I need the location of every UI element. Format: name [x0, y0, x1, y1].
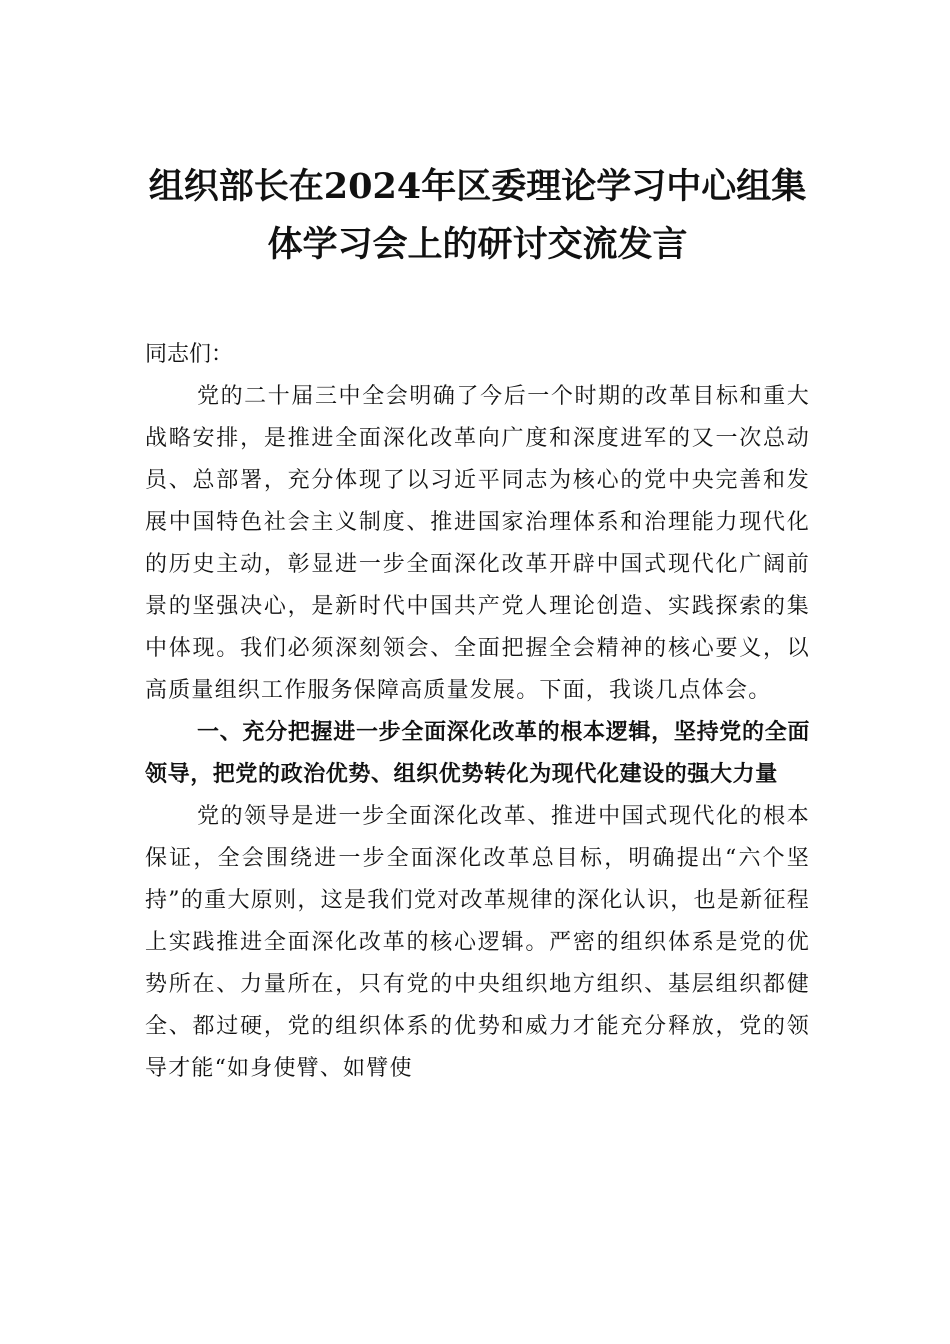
paragraph-section-1: 党的领导是进一步全面深化改革、推进中国式现代化的根本保证，全会围绕进一步全面深化改革总目标，明确提出“六个坚持”的重大原则，这是我们党对改革规律的深化认识，也是新征程上实践推进全面深化改革的核心逻辑。严密的组织体系是党的优势所在、力量所在，只有党的中央组织地方组织、基层组织都健全、都过硬，党的组织体系的优势和威力才能充分释放，党的领导才能“如身使臂、如臂使: [145, 804, 810, 1081]
paragraph-intro: 党的二十届三中全会明确了今后一个时期的改革目标和重大战略安排，是推进全面深化改革向广度和深度进军的又一次总动员、总部署，充分体现了以习近平同志为核心的党中央完善和发展中国特色社会主义制度、推进国家治理体系和治理能力现代化的历史主动，彰显进一步全面深化改革开辟中国式现代化广阔前景的坚强决心，是新时代中国共产党人理论创造、实践探索的集中体现。我们必须深刻领会、全面把握全会精神的核心要义，以高质量组织工作服务保障高质量发展。下面，我谈几点体会。: [145, 384, 810, 703]
document-body: [145, 334, 810, 1090]
document-title: [145, 158, 810, 274]
salutation: 同志们：: [145, 342, 234, 367]
title-line-1: 组织部长在2024年区委理论学习中心组集: [148, 166, 807, 207]
title-line-2: 体学习会上的研讨交流发言: [267, 224, 688, 265]
section-heading-1: 一、充分把握进一步全面深化改革的根本逻辑，坚持党的全面领导，把党的政治优势、组织优势转化为现代化建设的强大力量: [145, 720, 810, 787]
